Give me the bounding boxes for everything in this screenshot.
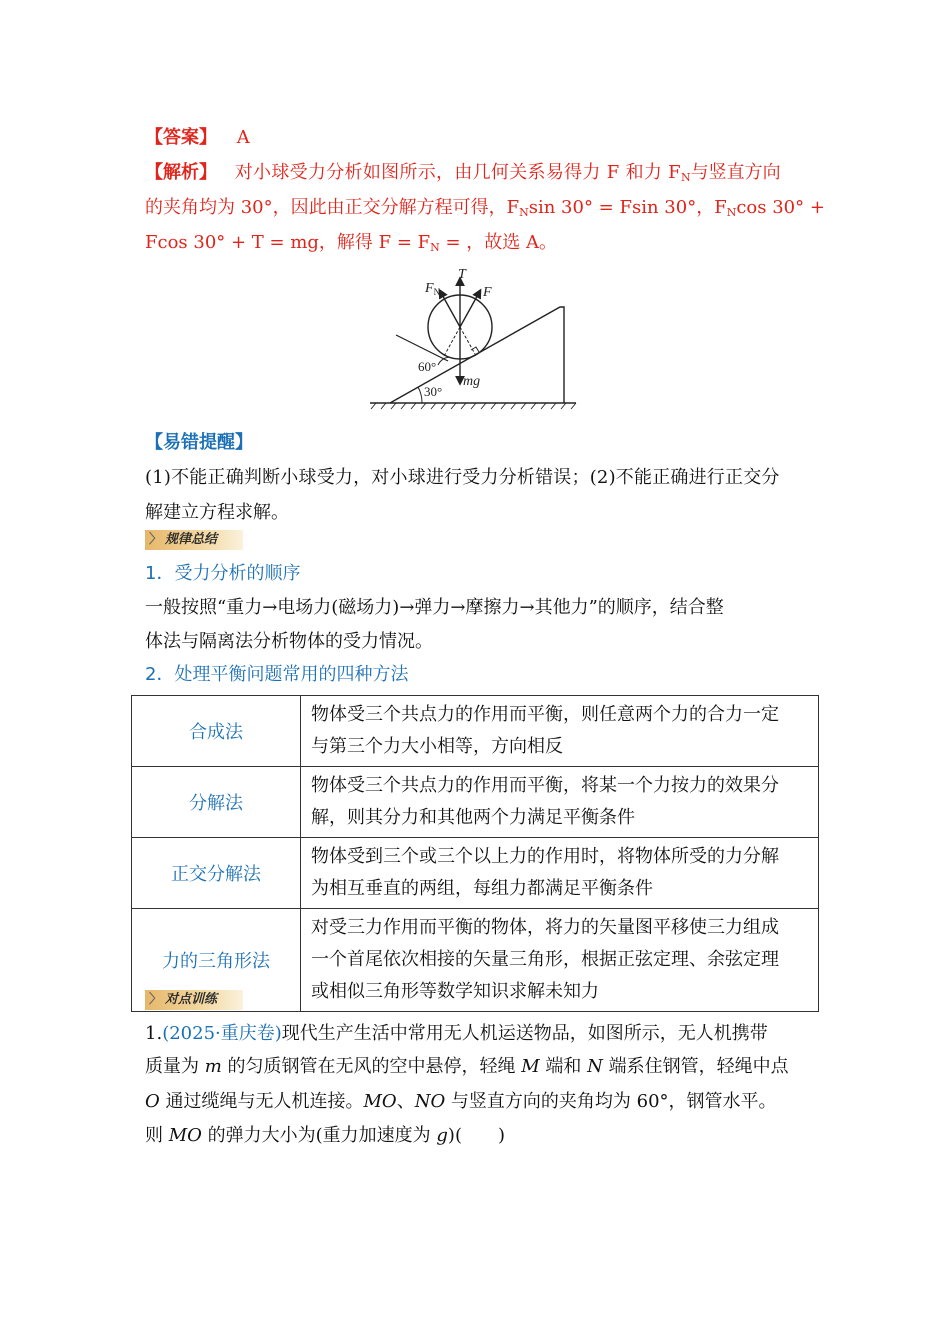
question-text: 与竖直方向的夹角均为 60°，钢管水平。	[445, 1091, 777, 1112]
force-diagram	[368, 265, 580, 410]
question-text: 端和	[539, 1056, 588, 1077]
method-desc-line: 物体受三个共点力的作用而平衡，将某一个力按力的效果分	[311, 775, 779, 796]
subscript: N	[680, 171, 691, 184]
method-desc-line: 物体受三个共点力的作用而平衡，则任意两个力的合力一定	[311, 704, 779, 725]
question-1-line-3	[145, 1090, 777, 1114]
method-name: 分解法	[132, 767, 301, 838]
analysis-line-1	[145, 161, 781, 185]
method-desc	[301, 838, 819, 909]
subscript: N	[726, 206, 737, 219]
var-MO: MO	[168, 1125, 202, 1146]
subscript: N	[430, 241, 440, 254]
method-desc-line: 解，则其分力和其他两个力满足平衡条件	[311, 807, 635, 828]
analysis-text-1: 对小球受力分析如图所示，由几何关系易得力 F 和力 F	[234, 162, 681, 183]
var-M: M	[521, 1056, 540, 1077]
analysis-label: 【解析】	[145, 162, 217, 183]
method-desc-line: 为相互垂直的两组，每组力都满足平衡条件	[311, 878, 653, 899]
method-desc	[301, 909, 819, 1012]
dashed-radius-2	[460, 327, 475, 354]
question-text: 的弹力大小为(重力加速度为	[201, 1125, 437, 1146]
mistake-line-1: (1)不能正确判断小球受力，对小球进行受力分析错误；(2)不能正确进行正交分	[145, 467, 780, 488]
method-name: 合成法	[132, 696, 301, 767]
angle-arc-60	[438, 357, 450, 365]
analysis-line-2	[145, 196, 825, 220]
label-FN: $F_N$	[425, 281, 441, 297]
var-g: g	[436, 1125, 448, 1146]
question-source[interactable]: (2025·重庆卷)	[162, 1023, 282, 1044]
analysis-text-1-end: 与竖直方向	[690, 162, 781, 183]
right-angle-mark	[471, 347, 479, 352]
table-row	[132, 767, 819, 838]
mistake-line-2: 解建立方程求解。	[145, 502, 289, 523]
analysis-text-2b: sin 30° = Fsin 30°，F	[528, 197, 727, 218]
var-O: O	[145, 1091, 160, 1112]
label-F: F	[483, 285, 492, 300]
analysis-text-2c: cos 30° +	[736, 197, 825, 218]
chevron-right-icon: 〉	[149, 532, 163, 547]
label-T: T	[458, 267, 466, 282]
question-text: 的匀质钢管在无风的空中悬停，轻绳	[221, 1056, 522, 1077]
answer-label: 【答案】	[145, 127, 217, 148]
table-row	[132, 696, 819, 767]
question-number: 1.	[145, 1023, 163, 1044]
method-desc-line: 一个首尾依次相接的矢量三角形，根据正弦定理、余弦定理	[311, 949, 779, 970]
question-text: 质量为	[145, 1056, 205, 1077]
analysis-line-3	[145, 231, 557, 255]
label-30: 30°	[424, 384, 443, 399]
mistake-title: 【易错提醒】	[145, 432, 253, 453]
method-desc-line: 对受三力作用而平衡的物体，将力的矢量图平移使三力组成	[311, 917, 779, 938]
method-desc-line: 物体受到三个或三个以上力的作用时，将物体所受的力分解	[311, 846, 779, 867]
question-text: 通过缆绳与无人机连接。	[159, 1091, 364, 1112]
var-N: N	[587, 1056, 603, 1077]
method-name: 力的三角形法	[132, 909, 301, 1012]
methods-table	[131, 695, 819, 1012]
question-1-line-2	[145, 1055, 789, 1079]
method-name: 正交分解法	[132, 838, 301, 909]
subscript: N	[519, 206, 529, 219]
dashed-radius-1	[443, 327, 460, 358]
question-1-line-4	[145, 1124, 505, 1148]
summary-para-1-line-2: 体法与隔离法分析物体的受力情况。	[145, 631, 433, 652]
angle-arc-30	[418, 387, 422, 403]
question-text: 现代生产生活中常用无人机运送物品，如图所示，无人机携带	[281, 1023, 768, 1044]
analysis-text-3a: Fcos 30° + T = mg，解得 F = F	[145, 232, 431, 253]
ground-hatch	[371, 403, 576, 409]
method-desc	[301, 767, 819, 838]
summary-heading-2: 2．处理平衡问题常用的四种方法	[145, 664, 409, 685]
var-NO: NO	[414, 1091, 446, 1112]
answer-line	[145, 126, 250, 150]
label-60: 60°	[418, 359, 437, 374]
label-mg: mg	[463, 374, 481, 389]
chevron-right-icon: 〉	[149, 992, 163, 1007]
var-m: m	[204, 1056, 222, 1077]
summary-para-1-line-1: 一般按照“重力→电场力(磁场力)→弹力→摩擦力→其他力”的顺序，结合整	[145, 597, 724, 618]
analysis-text-2a: 的夹角均为 30°，因此由正交分解方程可得，F	[145, 197, 520, 218]
summary-heading-1: 1．受力分析的顺序	[145, 563, 301, 584]
method-desc-line: 与第三个力大小相等，方向相反	[311, 736, 563, 757]
question-1-line-1	[145, 1022, 768, 1046]
method-desc	[301, 696, 819, 767]
wall-line	[396, 335, 448, 361]
question-text: 端系住钢管，轻绳中点	[602, 1056, 789, 1077]
analysis-text-3b: = ，故选 A。	[439, 232, 558, 253]
practice-banner	[145, 990, 243, 1010]
var-MO: MO	[363, 1091, 397, 1112]
question-text: )( )	[447, 1125, 505, 1146]
summary-banner	[145, 530, 243, 550]
question-text: 、	[396, 1091, 415, 1112]
summary-banner-label: 规律总结	[165, 532, 218, 547]
table-row	[132, 838, 819, 909]
method-desc-line: 或相似三角形等数学知识求解未知力	[311, 981, 599, 1002]
question-text: 则	[145, 1125, 169, 1146]
practice-banner-label: 对点训练	[165, 992, 218, 1007]
answer-value: A	[236, 127, 250, 148]
